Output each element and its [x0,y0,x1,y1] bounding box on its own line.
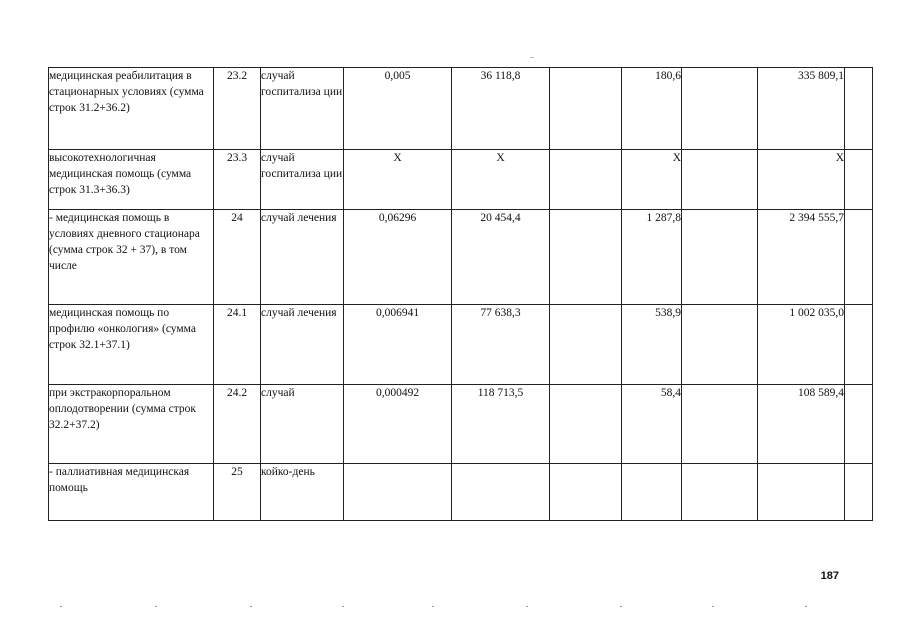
row-norm: 0,005 [344,68,452,150]
row-cost: 118 713,5 [452,385,550,464]
row-norm: Х [344,150,452,210]
row-empty-cell [845,385,873,464]
table-row [49,150,873,210]
row-norm: 0,06296 [344,210,452,305]
row-number: 24.1 [214,305,261,385]
row-per-capita: 538,9 [622,305,682,385]
row-empty-cell [550,68,622,150]
row-empty-cell [682,305,758,385]
table-row [49,464,873,521]
row-number: 23.3 [214,150,261,210]
row-empty-cell [682,68,758,150]
row-cost [452,464,550,521]
row-cost: Х [452,150,550,210]
scan-mark [530,57,534,58]
table-row [49,305,873,385]
row-number: 24 [214,210,261,305]
table-row [49,68,873,150]
row-per-capita [622,464,682,521]
row-unit: случай госпитализа ции [261,68,344,150]
row-total: 2 394 555,7 [758,210,845,305]
row-unit: случай [261,385,344,464]
row-empty-cell [550,210,622,305]
row-per-capita: Х [622,150,682,210]
row-empty-cell [845,464,873,521]
row-empty-cell [845,150,873,210]
row-per-capita: 180,6 [622,68,682,150]
row-per-capita: 1 287,8 [622,210,682,305]
table-row [49,210,873,305]
row-norm: 0,000492 [344,385,452,464]
row-total: 1 002 035,0 [758,305,845,385]
row-unit: случай госпитализа ции [261,150,344,210]
row-empty-cell [550,464,622,521]
row-per-capita: 58,4 [622,385,682,464]
row-number: 25 [214,464,261,521]
row-unit: случай лечения [261,210,344,305]
table-row [49,385,873,464]
row-total: 108 589,4 [758,385,845,464]
row-empty-cell [845,210,873,305]
row-cost: 77 638,3 [452,305,550,385]
row-name: высокотехнологичная медицинская помощь (сумма строк 31.3+36.3) [49,150,214,210]
row-cost: 20 454,4 [452,210,550,305]
row-empty-cell [550,305,622,385]
row-total: 335 809,1 [758,68,845,150]
financing-table [48,67,873,521]
row-empty-cell [550,150,622,210]
row-name: медицинская помощь по профилю «онкология» (сумма строк 32.1+37.1) [49,305,214,385]
row-empty-cell [845,305,873,385]
row-empty-cell [845,68,873,150]
row-empty-cell [550,385,622,464]
row-empty-cell [682,150,758,210]
row-empty-cell [682,210,758,305]
row-name: при экстракорпоральном оплодотворении (сумма строк 32.2+37.2) [49,385,214,464]
row-name: - паллиативная медицинская помощь [49,464,214,521]
row-empty-cell [682,464,758,521]
row-number: 23.2 [214,68,261,150]
row-total [758,464,845,521]
row-norm [344,464,452,521]
row-cost: 36 118,8 [452,68,550,150]
row-name: медицинская реабилитация в стационарных условиях (сумма строк 31.2+36.2) [49,68,214,150]
page-number: 187 [820,570,839,582]
row-number: 24.2 [214,385,261,464]
row-empty-cell [682,385,758,464]
row-norm: 0,006941 [344,305,452,385]
row-unit: случай лечения [261,305,344,385]
row-total: Х [758,150,845,210]
row-name: - медицинская помощь в условиях дневного стационара (сумма строк 32 + 37), в том числе [49,210,214,305]
scan-noise-dots [60,606,850,610]
row-unit: койко-день [261,464,344,521]
